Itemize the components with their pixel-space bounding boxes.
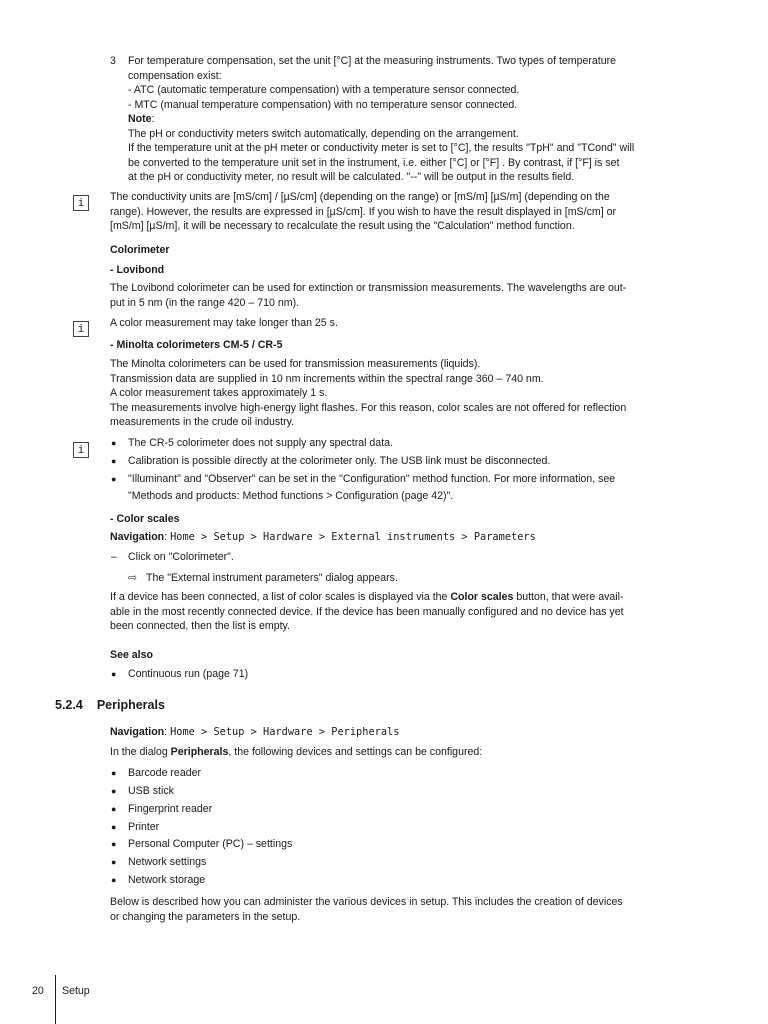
step-dash: – [111,551,117,563]
info-line: range). However, the results are expressed in [µS/cm]. If you wish to have the result displayed in [mS/cm] or [110,205,616,218]
color-scales-heading: - Color scales [110,513,180,525]
step-text [128,54,673,185]
text-line: "Illuminant" and "Observer" can be set in the "Configuration" method function. For more information, see [128,473,616,485]
list-item: Barcode reader [128,767,202,779]
navigation-path: Navigation: Home > Setup > Hardware > External instruments > Parameters [110,531,536,543]
info-icon: i [73,442,89,458]
result-text: The "External instrument parameters" dialog appears. [146,572,398,584]
bullet-icon: ● [111,804,117,814]
bullet-item: Calibration is possible directly at the colorimeter only. The USB link must be disconnected. [128,455,551,467]
info-icon: i [73,321,89,337]
list-item: USB stick [128,785,174,797]
list-item: Fingerprint reader [128,803,213,815]
info-line: [mS/m] [µS/m], it will be necessary to recalculate the result using the "Calculation" method function. [110,220,575,232]
page-number: 20 [32,985,44,997]
bullet-icon: ● [111,669,117,679]
bullet-icon: ● [111,474,117,484]
bullet-item [128,472,673,503]
footer-section: Setup [62,985,90,997]
note-line: The pH or conductivity meters switch automatically, depending on the arrangement. [128,127,519,140]
bullet-icon: ● [111,438,117,448]
info-line: The conductivity units are [mS/cm] / [µS/cm] (depending on the range) or [mS/m] [µS/m] (depending on the [110,191,610,203]
step-line: - ATC (automatic temperature compensation) with a temperature sensor connected. [128,84,520,96]
color-scales-paragraph [110,590,670,634]
see-also-heading: See also [110,649,153,661]
text-line: If a device has been connected, a list of color scales is displayed via the Color scales button, that were avail- [110,591,624,603]
bullet-icon: ● [111,786,117,796]
section-heading [55,698,165,713]
info-note: A color measurement may take longer than 25 s. [110,317,338,329]
lovibond-heading: - Lovibond [110,264,165,276]
list-item: Personal Computer (PC) – settings [128,838,293,850]
lovibond-text [110,281,670,310]
see-also-link[interactable]: Continuous run (page 71) [128,668,249,680]
colorimeter-heading: Colorimeter [110,244,170,256]
step-line: - MTC (manual temperature compensation) with no temperature sensor connected. [128,98,518,111]
text-line: The measurements involve high-energy light flashes. For this reason, color scales are not offered for reflection [110,401,627,414]
text-line: "Methods and products: Method functions > Configuration (page 42)". [128,489,454,502]
minolta-heading: - Minolta colorimeters CM-5 / CR-5 [110,339,283,351]
note-line: If the temperature unit at the pH meter or conductivity meter is set to [°C], the results "TpH" and "TCond" will [128,142,635,154]
note-line: be converted to the temperature unit set in the instrument, i.e. either [°C] or [°F] . By contrast, if [°F] is set [128,156,620,169]
text-line: put in 5 nm (in the range 420 – 710 nm). [110,296,300,309]
text-line: Below is described how you can administer the various devices in setup. This includes the creation of devices [110,896,623,908]
list-item: Printer [128,821,160,833]
minolta-text [110,357,670,430]
text-line: able in the most recently connected device. If the device has been manually configured and no device has yet [110,605,624,618]
info-icon: i [73,195,89,211]
bullet-item: The CR-5 colorimeter does not supply any spectral data. [128,437,393,449]
bullet-icon: ● [111,839,117,849]
navigation-path: Navigation: Home > Setup > Hardware > Peripherals [110,726,400,738]
footer-divider [55,975,56,1024]
step-text: Click on "Colorimeter". [128,551,234,563]
bullet-icon: ● [111,857,117,867]
step-line: compensation exist: [128,69,222,82]
text-line: The Minolta colorimeters can be used for transmission measurements (liquids). [110,358,481,370]
step-number: 3 [110,55,116,67]
intro-text: In the dialog Peripherals, the following devices and settings can be configured: [110,746,483,758]
bullet-icon: ● [111,456,117,466]
text-line: A color measurement takes approximately 1 s. [110,387,328,399]
section-number: 5.2.4 [55,698,83,712]
bullet-icon: ● [111,875,117,885]
section-title: Peripherals [96,698,165,712]
list-item: Network settings [128,856,207,868]
bullet-icon: ● [111,822,117,832]
closing-paragraph [110,895,670,924]
bullet-icon: ● [111,768,117,778]
text-line: measurements in the crude oil industry. [110,416,295,428]
text-line: or changing the parameters in the setup. [110,910,301,923]
note-heading: Note: [128,113,155,125]
note-line: at the pH or conductivity meter, no result will be calculated. "--" will be output in the results field. [128,171,575,183]
text-line: been connected, then the list is empty. [110,620,291,632]
result-arrow-icon: ⇨ [128,572,137,584]
text-line: Transmission data are supplied in 10 nm increments within the spectral range 360 – 740 nm. [110,372,544,385]
step-line: For temperature compensation, set the unit [°C] at the measuring instruments. Two types of temperature [128,55,617,67]
text-line: The Lovibond colorimeter can be used for extinction or transmission measurements. The wavelengths are out- [110,282,627,294]
list-item: Network storage [128,874,206,886]
info-note [110,190,670,234]
